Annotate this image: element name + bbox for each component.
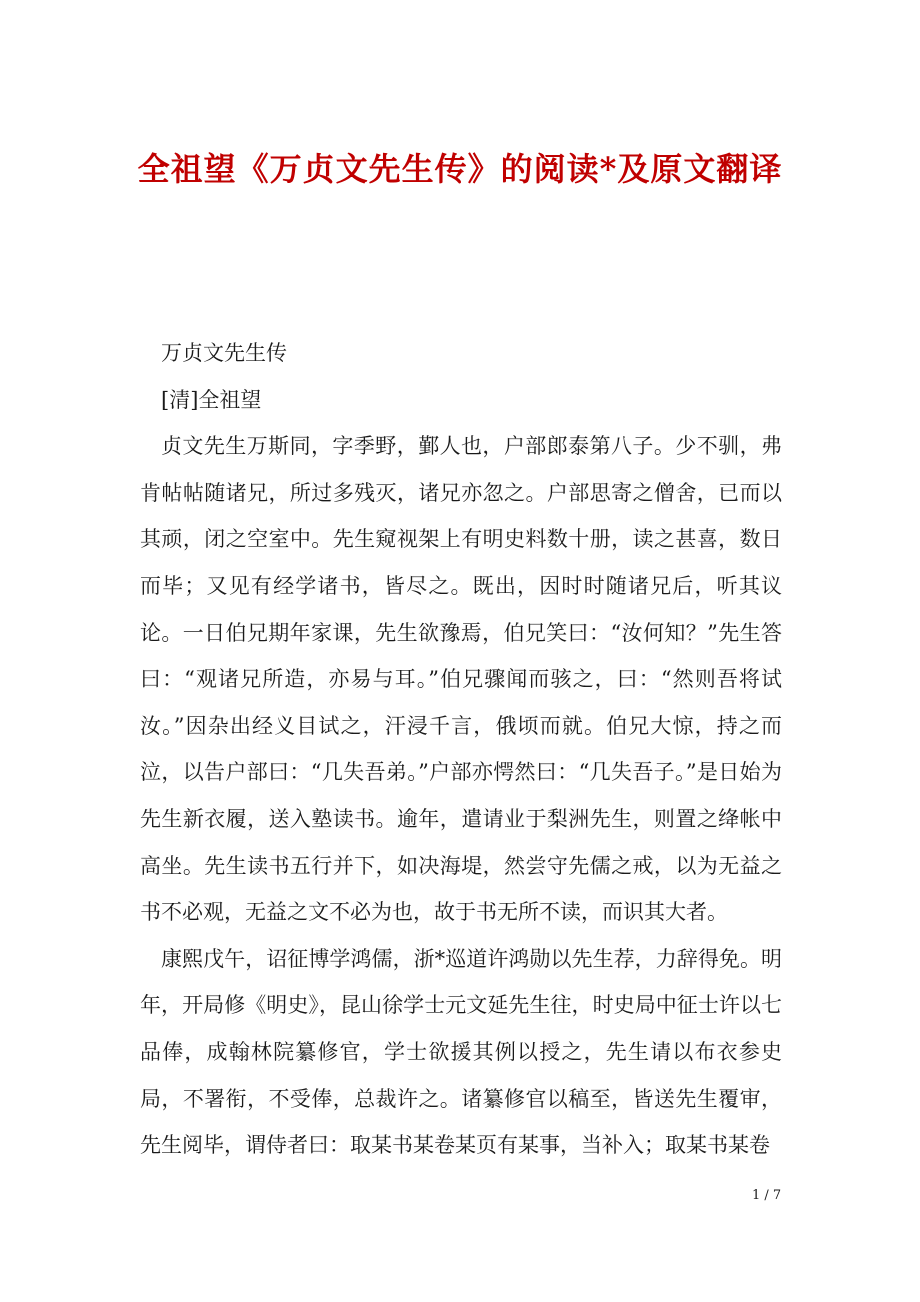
document-body [140,330,782,1169]
author-line: [清]全祖望 [161,387,262,412]
page-number: 1 / 7 [752,1188,782,1203]
paragraph-2: 康熙戊午，诏征博学鸿儒，浙*巡道许鸿勋以先生荐，力辞得免。明年，开局修《明史》，昆山徐学士元文延先生往，时史局中征士许以七品俸，成翰林院纂修官，学士欲援其例以授之，先生请以布衣参史局，不署衔，不受俸，总裁许之。诸纂修官以稿至，皆送先生覆审，先生阅毕，谓侍者曰：取某书某卷某页有某事，当补入；取某书某卷 [140,946,782,1158]
document-title: 全祖望《万贞文先生传》的阅读*及原文翻译 [137,150,783,188]
essay-title: 万贞文先生传 [161,341,287,365]
paragraph-1: 贞文先生万斯同，字季野，鄞人也，户部郎泰第八子。少不驯，弗肯帖帖随诸兄，所过多残灭，诸兄亦忽之。户部思寄之僧舍，已而以其顽，闭之空室中。先生窥视架上有明史料数十册，读之甚喜，数日而毕；又见有经学诸书，皆尽之。既出，因时时随诸兄后，听其议论。一日伯兄期年家课，先生欲豫焉，伯兄笑曰：“汝何知？”先生答曰：“观诸兄所造，亦易与耳。”伯兄骤闻而骇之，曰：“然则吾将试汝。”因杂出经义目试之，汗浸千言，俄顷而就。伯兄大惊，持之而泣，以告户部曰：“几失吾弟。”户部亦愕然曰：“几失吾子。”是日始为先生新衣履，送入塾读书。逾年，遣请业于梨洲先生，则置之绛帐中高坐。先生读书五行并下，如决海堤，然尝守先儒之戒，以为无益之书不必观，无益之文不必为也，故于书无所不读，而识其大者。 [140,434,782,925]
